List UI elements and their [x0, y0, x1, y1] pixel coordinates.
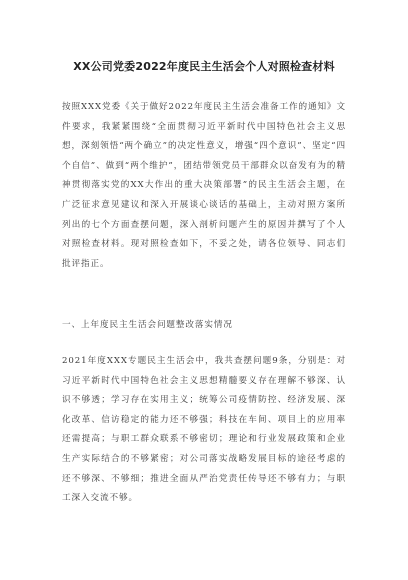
intro-paragraph: 按照XXX党委《关于做好2022年度民主生活会准备工作的通知》文件要求，我紧紧围绕“全面贯彻习近平新时代中国特色社会主义思想，深刻领悟“两个确立”的决定性意义，增强“四个意识”、坚定“四个自信”、做到“两个维护”，团结带领党员干部群众以奋发有为的精神贯彻落实党的XX大作出的重大决策部署”的民主生活会主题，在广泛征求意见建议和深入开展谈心谈话的基础上，主动对照方案所列出的七个方面查摆问题，深入剖析问题产生的原因并撰写了个人对照检查材料。现对照检查如下，不妥之处，请各位领导、同志们批评指正。 [62, 102, 346, 269]
body-paragraph: 2021年度XXX专题民主生活会中，我共查摆问题9条，分别是：对习近平新时代中国特色社会主义思想精髓要义存在理解不够深、认识不够透；学习存在实用主义；统筹公司疫情防控、经济发展、深化改革、信访稳定的能力还不够强；科技在车间、项目上的应用率还需提高；与职工群众联系不够密切；理论和行业发展政策和企业生产实际结合的不够紧密；对公司落实战略发展目标的途径考虑的还不够深、不够细；推进全面从严治党责任传导还不够有力；与职工深入交流不够。 [62, 356, 346, 504]
section-heading: 一、上年度民主生活会问题整改落实情况 [62, 320, 233, 330]
document-title: XX公司党委2022年度民主生活会个人对照检查材料 [73, 60, 335, 73]
